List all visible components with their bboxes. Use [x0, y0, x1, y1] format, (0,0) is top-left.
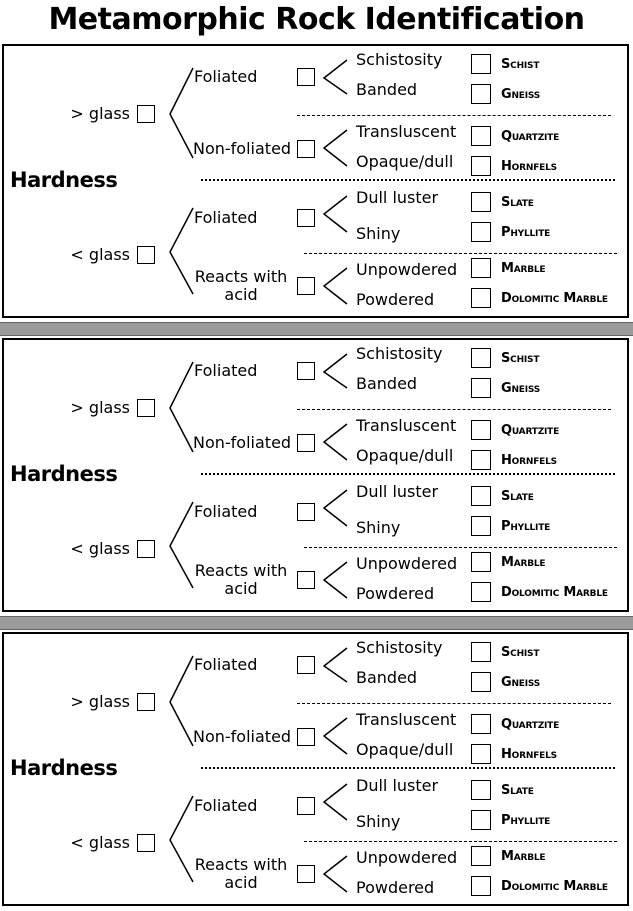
hornfels-checkbox[interactable] — [471, 156, 491, 176]
hardness-divider — [201, 473, 615, 475]
hardness-divider — [201, 767, 615, 769]
panel-separator-bar — [0, 322, 633, 336]
group-divider — [304, 841, 617, 842]
group-divider — [297, 115, 611, 116]
group-divider — [297, 409, 611, 410]
slate-label: Slate — [501, 489, 534, 504]
softer-than-glass-checkbox[interactable] — [137, 834, 155, 852]
gneiss-checkbox[interactable] — [471, 672, 491, 692]
opaque-dull-label: Opaque/dull — [356, 446, 454, 465]
opaque-dull-label: Opaque/dull — [356, 152, 454, 171]
foliated-label: Foliated — [194, 502, 258, 521]
schistosity-label: Schistosity — [356, 638, 443, 657]
quartzite-checkbox[interactable] — [471, 714, 491, 734]
powdered-label: Powdered — [356, 584, 435, 603]
gneiss-checkbox[interactable] — [471, 84, 491, 104]
schist-checkbox[interactable] — [471, 642, 491, 662]
reacts-with-acid-checkbox[interactable] — [297, 571, 315, 589]
banded-label: Banded — [356, 374, 418, 393]
harder-than-glass-label: > glass — [70, 104, 130, 123]
powdered-label: Powdered — [356, 878, 435, 897]
hornfels-checkbox[interactable] — [471, 450, 491, 470]
powdered-label: Powdered — [356, 290, 435, 309]
reacts-with-acid-checkbox[interactable] — [297, 865, 315, 883]
slate-label: Slate — [501, 195, 534, 210]
group-divider — [304, 547, 617, 548]
foliated-checkbox[interactable] — [297, 209, 315, 227]
slate-label: Slate — [501, 783, 534, 798]
harder-than-glass-label: > glass — [70, 398, 130, 417]
unpowdered-label: Unpowdered — [356, 554, 458, 573]
harder-than-glass-checkbox[interactable] — [137, 399, 155, 417]
translucent-label: Transluscent — [356, 416, 457, 435]
schist-checkbox[interactable] — [471, 54, 491, 74]
non-foliated-checkbox[interactable] — [297, 140, 315, 158]
reacts-with-acid-checkbox[interactable] — [297, 277, 315, 295]
dolomitic-marble-checkbox[interactable] — [471, 876, 491, 896]
phyllite-checkbox[interactable] — [471, 810, 491, 830]
dolomitic-marble-checkbox[interactable] — [471, 288, 491, 308]
foliated-label: Foliated — [194, 208, 258, 227]
identification-key-panel — [2, 338, 629, 612]
group-divider — [297, 703, 611, 704]
gneiss-checkbox[interactable] — [471, 378, 491, 398]
gneiss-label: Gneiss — [501, 381, 541, 396]
quartzite-checkbox[interactable] — [471, 126, 491, 146]
foliated-label: Foliated — [194, 796, 258, 815]
gneiss-label: Gneiss — [501, 675, 541, 690]
phyllite-checkbox[interactable] — [471, 222, 491, 242]
hardness-label: Hardness — [10, 168, 118, 192]
hardness-label: Hardness — [10, 462, 118, 486]
marble-label: Marble — [501, 849, 546, 864]
hornfels-label: Hornfels — [501, 453, 557, 468]
marble-checkbox[interactable] — [471, 846, 491, 866]
shiny-label: Shiny — [356, 224, 401, 243]
harder-than-glass-checkbox[interactable] — [137, 693, 155, 711]
softer-than-glass-label: < glass — [70, 539, 130, 558]
non-foliated-label: Non-foliated — [193, 727, 292, 746]
identification-key-panel — [2, 632, 629, 906]
softer-than-glass-checkbox[interactable] — [137, 246, 155, 264]
hornfels-label: Hornfels — [501, 159, 557, 174]
reacts-with-acid-label: Reacts with acid — [194, 267, 288, 304]
phyllite-label: Phyllite — [501, 225, 551, 240]
harder-than-glass-checkbox[interactable] — [137, 105, 155, 123]
quartzite-checkbox[interactable] — [471, 420, 491, 440]
dolomitic-marble-label: Dolomitic Marble — [501, 879, 608, 894]
slate-checkbox[interactable] — [471, 780, 491, 800]
translucent-label: Transluscent — [356, 710, 457, 729]
group-divider — [304, 253, 617, 254]
panel-separator-bar — [0, 616, 633, 630]
schist-label: Schist — [501, 57, 540, 72]
marble-checkbox[interactable] — [471, 552, 491, 572]
schist-checkbox[interactable] — [471, 348, 491, 368]
softer-than-glass-label: < glass — [70, 833, 130, 852]
foliated-checkbox[interactable] — [297, 503, 315, 521]
reacts-with-acid-label: Reacts with acid — [194, 855, 288, 892]
hardness-label: Hardness — [10, 756, 118, 780]
opaque-dull-label: Opaque/dull — [356, 740, 454, 759]
phyllite-checkbox[interactable] — [471, 516, 491, 536]
marble-label: Marble — [501, 555, 546, 570]
unpowdered-label: Unpowdered — [356, 848, 458, 867]
foliated-checkbox[interactable] — [297, 362, 315, 380]
hornfels-label: Hornfels — [501, 747, 557, 762]
foliated-label: Foliated — [194, 361, 258, 380]
unpowdered-label: Unpowdered — [356, 260, 458, 279]
hornfels-checkbox[interactable] — [471, 744, 491, 764]
non-foliated-label: Non-foliated — [193, 139, 292, 158]
identification-key-panel — [2, 44, 629, 318]
foliated-label: Foliated — [194, 67, 258, 86]
non-foliated-checkbox[interactable] — [297, 434, 315, 452]
foliated-checkbox[interactable] — [297, 68, 315, 86]
quartzite-label: Quartzite — [501, 129, 560, 144]
foliated-checkbox[interactable] — [297, 797, 315, 815]
reacts-with-acid-label: Reacts with acid — [194, 561, 288, 598]
softer-than-glass-checkbox[interactable] — [137, 540, 155, 558]
quartzite-label: Quartzite — [501, 423, 560, 438]
quartzite-label: Quartzite — [501, 717, 560, 732]
shiny-label: Shiny — [356, 812, 401, 831]
dull-luster-label: Dull luster — [356, 482, 439, 501]
schist-label: Schist — [501, 645, 540, 660]
shiny-label: Shiny — [356, 518, 401, 537]
foliated-checkbox[interactable] — [297, 656, 315, 674]
schistosity-label: Schistosity — [356, 344, 443, 363]
non-foliated-label: Non-foliated — [193, 433, 292, 452]
dull-luster-label: Dull luster — [356, 776, 439, 795]
harder-than-glass-label: > glass — [70, 692, 130, 711]
dolomitic-marble-checkbox[interactable] — [471, 582, 491, 602]
marble-checkbox[interactable] — [471, 258, 491, 278]
dolomitic-marble-label: Dolomitic Marble — [501, 291, 608, 306]
page-title: Metamorphic Rock Identification — [48, 2, 585, 37]
phyllite-label: Phyllite — [501, 813, 551, 828]
foliated-label: Foliated — [194, 655, 258, 674]
gneiss-label: Gneiss — [501, 87, 541, 102]
banded-label: Banded — [356, 668, 418, 687]
schist-label: Schist — [501, 351, 540, 366]
banded-label: Banded — [356, 80, 418, 99]
softer-than-glass-label: < glass — [70, 245, 130, 264]
phyllite-label: Phyllite — [501, 519, 551, 534]
dull-luster-label: Dull luster — [356, 188, 439, 207]
slate-checkbox[interactable] — [471, 486, 491, 506]
non-foliated-checkbox[interactable] — [297, 728, 315, 746]
marble-label: Marble — [501, 261, 546, 276]
schistosity-label: Schistosity — [356, 50, 443, 69]
hardness-divider — [201, 179, 615, 181]
translucent-label: Transluscent — [356, 122, 457, 141]
slate-checkbox[interactable] — [471, 192, 491, 212]
dolomitic-marble-label: Dolomitic Marble — [501, 585, 608, 600]
